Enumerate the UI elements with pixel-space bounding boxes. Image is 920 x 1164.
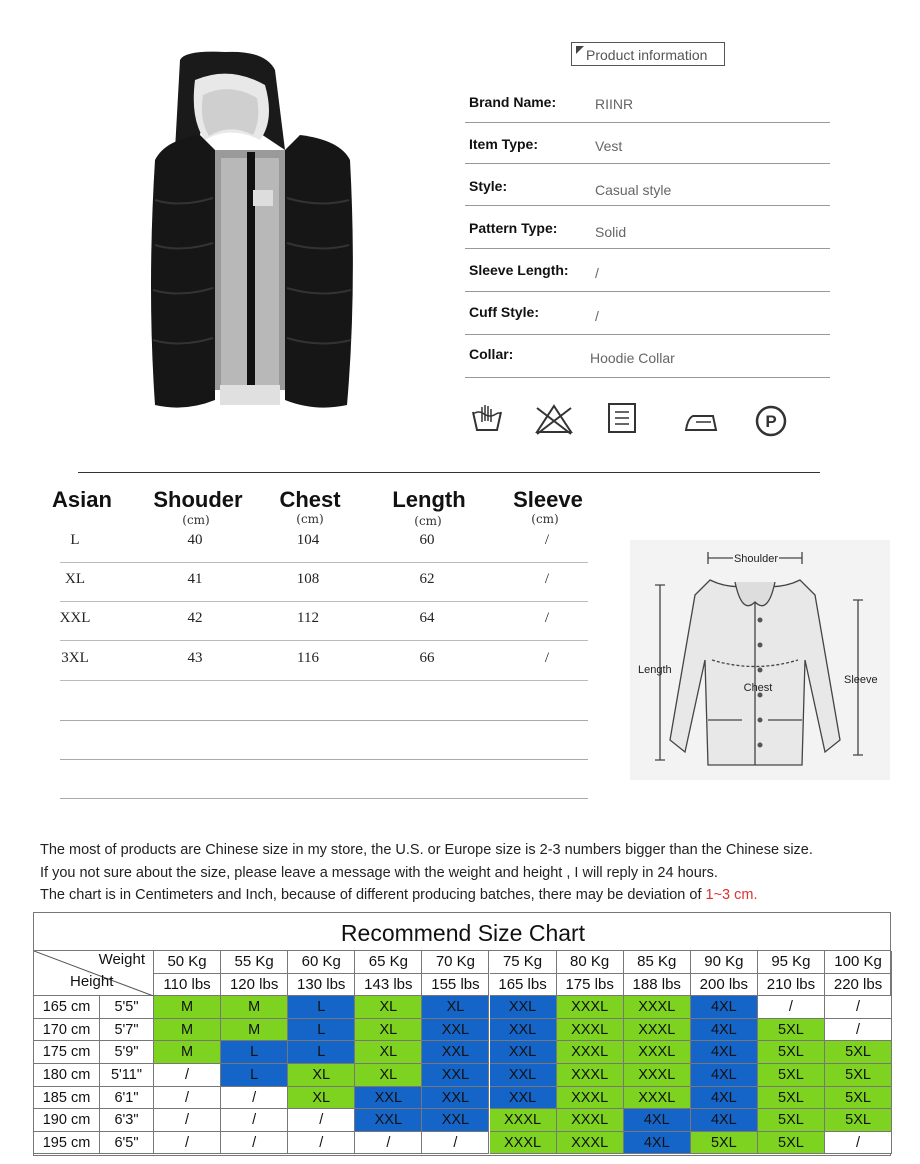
recommended-size-cell: 4XL — [624, 1132, 691, 1155]
weight-kg-header: 55 Kg — [221, 951, 288, 974]
recommended-size-cell: / — [221, 1109, 288, 1132]
info-label: Collar: — [469, 346, 514, 362]
size-cell-shoulder: 40 — [187, 532, 203, 548]
height-ft: 6'1" — [100, 1087, 154, 1110]
weight-kg-header: 85 Kg — [624, 951, 691, 974]
diagram-label-chest: Chest — [743, 682, 773, 694]
size-cell-chest: 108 — [296, 571, 320, 587]
size-cell-asian: L — [70, 532, 80, 548]
recommend-chart-title: Recommend Size Chart — [340, 920, 586, 946]
unit-label: (cm) — [182, 513, 210, 527]
recommended-size-cell: / — [221, 1087, 288, 1110]
size-cell-sleeve: / — [544, 571, 550, 587]
size-note-3-text: The chart is in Centimeters and Inch, because of different producing batches, there may be deviation of — [40, 887, 706, 903]
weight-lbs-header: 200 lbs — [691, 974, 758, 997]
info-value: / — [595, 265, 599, 281]
care-icon-letter: P — [765, 412, 777, 431]
recommended-size-cell: XXXL — [557, 1019, 624, 1042]
size-row — [60, 561, 588, 602]
info-label: Pattern Type: — [469, 220, 558, 236]
recommended-size-cell: 5XL — [691, 1132, 758, 1155]
info-row-brand — [465, 80, 830, 123]
recommended-size-cell: 5XL — [758, 1064, 825, 1087]
recommend-size-chart — [33, 912, 891, 1156]
height-label: Height — [70, 973, 114, 990]
size-row-empty — [60, 719, 588, 760]
diagram-label-shoulder: Shoulder — [733, 553, 779, 565]
recommended-size-cell: 5XL — [758, 1109, 825, 1132]
height-ft: 6'5" — [100, 1132, 154, 1155]
recommended-size-cell: 4XL — [691, 1041, 758, 1064]
size-cell-shoulder: 43 — [187, 650, 203, 666]
size-cell-length: 66 — [419, 650, 435, 666]
recommended-size-cell: 5XL — [825, 1064, 892, 1087]
recommended-size-cell: 4XL — [691, 1109, 758, 1132]
recommended-size-cell: XXL — [490, 996, 557, 1019]
size-cell-chest: 116 — [297, 650, 319, 666]
weight-kg-header: 80 Kg — [557, 951, 624, 974]
size-note-3 — [40, 887, 758, 903]
size-cell-length: 62 — [419, 571, 435, 587]
recommended-size-cell: XXXL — [557, 1132, 624, 1155]
weight-lbs-header: 155 lbs — [422, 974, 489, 997]
size-col-shoulder: Shouder — [153, 487, 243, 512]
weight-lbs-header: 188 lbs — [624, 974, 691, 997]
info-label: Sleeve Length: — [469, 262, 569, 278]
recommended-size-cell: L — [288, 1041, 355, 1064]
size-col-chest: Chest — [279, 487, 341, 512]
size-row-empty — [60, 758, 588, 799]
size-row — [60, 640, 588, 681]
size-note-1: The most of products are Chinese size in my store, the U.S. or Europe size is 2-3 numbers bigger than the Chinese size. — [40, 842, 813, 858]
recommended-size-cell: / — [154, 1064, 221, 1087]
size-cell-chest: 104 — [296, 532, 320, 548]
recommended-size-cell: XXXL — [490, 1109, 557, 1132]
recommended-size-cell: XXL — [422, 1041, 489, 1064]
recommended-size-cell: / — [758, 996, 825, 1019]
size-cell-asian: XL — [65, 571, 85, 587]
recommended-size-cell: M — [221, 996, 288, 1019]
weight-lbs-header: 130 lbs — [288, 974, 355, 997]
weight-kg-header: 60 Kg — [288, 951, 355, 974]
height-cm: 175 cm — [34, 1041, 100, 1064]
recommended-size-cell: XXXL — [557, 1109, 624, 1132]
recommended-size-cell: M — [154, 1019, 221, 1042]
hand-wash-icon — [470, 402, 504, 434]
info-label: Item Type: — [469, 136, 538, 152]
recommended-size-cell: XXXL — [557, 1087, 624, 1110]
height-ft: 6'3" — [100, 1109, 154, 1132]
size-note-2: If you not sure about the size, please leave a message with the weight and height , I will reply in 24 hours. — [40, 865, 718, 881]
size-cell-asian: XXL — [59, 610, 91, 626]
size-cell-sleeve: / — [544, 610, 550, 626]
weight-kg-header: 70 Kg — [422, 951, 489, 974]
recommended-size-cell: XXL — [422, 1087, 489, 1110]
info-row-style — [465, 163, 830, 206]
recommended-size-cell: XXL — [355, 1109, 422, 1132]
weight-lbs-header: 110 lbs — [154, 974, 221, 997]
recommended-size-cell: / — [154, 1087, 221, 1110]
recommended-size-cell: XXL — [422, 1019, 489, 1042]
recommended-size-cell: XXL — [490, 1041, 557, 1064]
info-row-item-type — [465, 121, 830, 164]
height-cm: 190 cm — [34, 1109, 100, 1132]
recommended-size-cell: M — [154, 996, 221, 1019]
recommended-size-cell: XXXL — [557, 1064, 624, 1087]
recommended-size-cell: XXXL — [624, 1041, 691, 1064]
section-divider — [78, 472, 820, 473]
dry-clean-p-icon — [754, 404, 788, 438]
height-cm: 170 cm — [34, 1019, 100, 1042]
recommended-size-cell: L — [288, 996, 355, 1019]
weight-label: Weight — [98, 951, 145, 968]
info-row-cuff-style — [465, 292, 830, 335]
info-label: Cuff Style: — [469, 304, 539, 320]
size-cell-length: 64 — [419, 610, 435, 626]
line-dry-icon — [607, 402, 637, 434]
recommended-size-cell: XL — [355, 1041, 422, 1064]
recommended-size-cell: XXXL — [624, 1087, 691, 1110]
recommended-size-cell: XL — [355, 1019, 422, 1042]
size-row-empty — [60, 680, 588, 721]
recommended-size-cell: XXXL — [624, 1019, 691, 1042]
recommended-size-cell: 5XL — [758, 1087, 825, 1110]
unit-label: (cm) — [296, 512, 324, 526]
weight-kg-header: 50 Kg — [154, 951, 221, 974]
size-cell-length: 60 — [419, 532, 435, 548]
recommended-size-cell: XL — [355, 1064, 422, 1087]
weight-lbs-header: 210 lbs — [758, 974, 825, 997]
recommended-size-cell: / — [154, 1132, 221, 1155]
recommended-size-cell: XXL — [355, 1087, 422, 1110]
size-cell-shoulder: 42 — [187, 610, 203, 626]
info-row-collar — [465, 335, 830, 378]
height-ft: 5'7" — [100, 1019, 154, 1042]
recommended-size-cell: 4XL — [624, 1109, 691, 1132]
iron-icon — [683, 408, 719, 434]
diagram-label-sleeve: Sleeve — [844, 674, 878, 686]
height-cm: 180 cm — [34, 1064, 100, 1087]
recommended-size-cell: L — [221, 1064, 288, 1087]
info-label: Style: — [469, 178, 508, 194]
recommended-size-cell: XXL — [490, 1019, 557, 1042]
recommended-size-cell: XXXL — [557, 996, 624, 1019]
recommended-size-cell: XXL — [490, 1087, 557, 1110]
recommended-size-cell: 5XL — [758, 1041, 825, 1064]
recommended-size-cell: XXXL — [624, 1064, 691, 1087]
recommended-size-cell: XXL — [422, 1109, 489, 1132]
recommended-size-cell: / — [422, 1132, 489, 1155]
info-value: Hoodie Collar — [590, 350, 675, 366]
recommended-size-cell: / — [154, 1109, 221, 1132]
size-col-sleeve: Sleeve — [513, 487, 583, 512]
height-cm: 165 cm — [34, 996, 100, 1019]
size-row — [60, 600, 588, 641]
recommended-size-cell: XXXL — [624, 996, 691, 1019]
deviation-highlight: 1~3 cm. — [705, 887, 758, 903]
recommended-size-cell: 5XL — [758, 1019, 825, 1042]
recommended-size-cell: L — [221, 1041, 288, 1064]
size-col-length: Length — [392, 487, 466, 512]
weight-lbs-header: 175 lbs — [557, 974, 624, 997]
recommended-size-cell: 4XL — [691, 1087, 758, 1110]
info-row-pattern — [465, 206, 830, 249]
weight-lbs-header: 165 lbs — [490, 974, 557, 997]
recommended-size-cell: / — [288, 1132, 355, 1155]
recommended-size-cell: XL — [355, 996, 422, 1019]
recommended-size-cell: XL — [288, 1064, 355, 1087]
no-bleach-icon — [533, 402, 575, 436]
recommended-size-cell: M — [154, 1041, 221, 1064]
size-col-asian: Asian — [52, 487, 112, 512]
size-cell-sleeve: / — [544, 650, 550, 666]
corner-triangle-icon — [576, 46, 584, 54]
height-cm: 185 cm — [34, 1087, 100, 1110]
recommended-size-cell: L — [288, 1019, 355, 1042]
recommended-size-cell: 5XL — [825, 1087, 892, 1110]
product-info-title: Product information — [586, 47, 708, 63]
height-ft: 5'9" — [100, 1041, 154, 1064]
weight-kg-header: 65 Kg — [355, 951, 422, 974]
diagram-label-length: Length — [638, 664, 672, 676]
recommended-size-cell: XL — [422, 996, 489, 1019]
info-value: / — [595, 308, 599, 324]
size-cell-chest: 112 — [297, 610, 319, 626]
size-cell-shoulder: 41 — [187, 571, 203, 587]
size-cell-asian: 3XL — [61, 650, 89, 666]
unit-label: (cm) — [414, 514, 442, 528]
recommended-size-cell: M — [221, 1019, 288, 1042]
height-cm: 195 cm — [34, 1132, 100, 1155]
height-ft: 5'5" — [100, 996, 154, 1019]
recommended-size-cell: / — [825, 996, 892, 1019]
size-row — [60, 522, 588, 563]
recommended-size-cell: / — [825, 1132, 892, 1155]
recommended-size-cell: 4XL — [691, 996, 758, 1019]
recommended-size-cell: / — [288, 1109, 355, 1132]
recommended-size-cell: / — [825, 1019, 892, 1042]
recommended-size-cell: XXXL — [557, 1041, 624, 1064]
info-value: RIINR — [595, 96, 634, 112]
unit-label: (cm) — [531, 512, 559, 526]
weight-kg-header: 95 Kg — [758, 951, 825, 974]
recommended-size-cell: XXL — [490, 1064, 557, 1087]
info-row-sleeve-length — [465, 249, 830, 292]
recommended-size-cell: XXXL — [490, 1132, 557, 1155]
info-value: Vest — [595, 138, 623, 154]
weight-kg-header: 90 Kg — [691, 951, 758, 974]
product-photo-vest — [135, 40, 365, 430]
height-ft: 5'11" — [100, 1064, 154, 1087]
info-value: Solid — [595, 224, 627, 240]
weight-height-corner — [34, 951, 154, 996]
weight-lbs-header: 120 lbs — [221, 974, 288, 997]
recommended-size-cell: 4XL — [691, 1064, 758, 1087]
garment-measurement-diagram — [630, 540, 890, 780]
weight-lbs-header: 220 lbs — [825, 974, 892, 997]
product-info-header — [571, 42, 725, 66]
weight-kg-header: 75 Kg — [490, 951, 557, 974]
recommended-size-cell: XXL — [422, 1064, 489, 1087]
weight-lbs-header: 143 lbs — [355, 974, 422, 997]
recommended-size-cell: 4XL — [691, 1019, 758, 1042]
info-value: Casual style — [595, 182, 672, 198]
recommended-size-cell: / — [221, 1132, 288, 1155]
recommended-size-cell: 5XL — [825, 1109, 892, 1132]
recommended-size-cell: XL — [288, 1087, 355, 1110]
recommended-size-cell: 5XL — [758, 1132, 825, 1155]
recommended-size-cell: 5XL — [825, 1041, 892, 1064]
info-label: Brand Name: — [469, 94, 557, 110]
recommended-size-cell: / — [355, 1132, 422, 1155]
weight-kg-header: 100 Kg — [825, 951, 892, 974]
size-cell-sleeve: / — [544, 532, 550, 548]
